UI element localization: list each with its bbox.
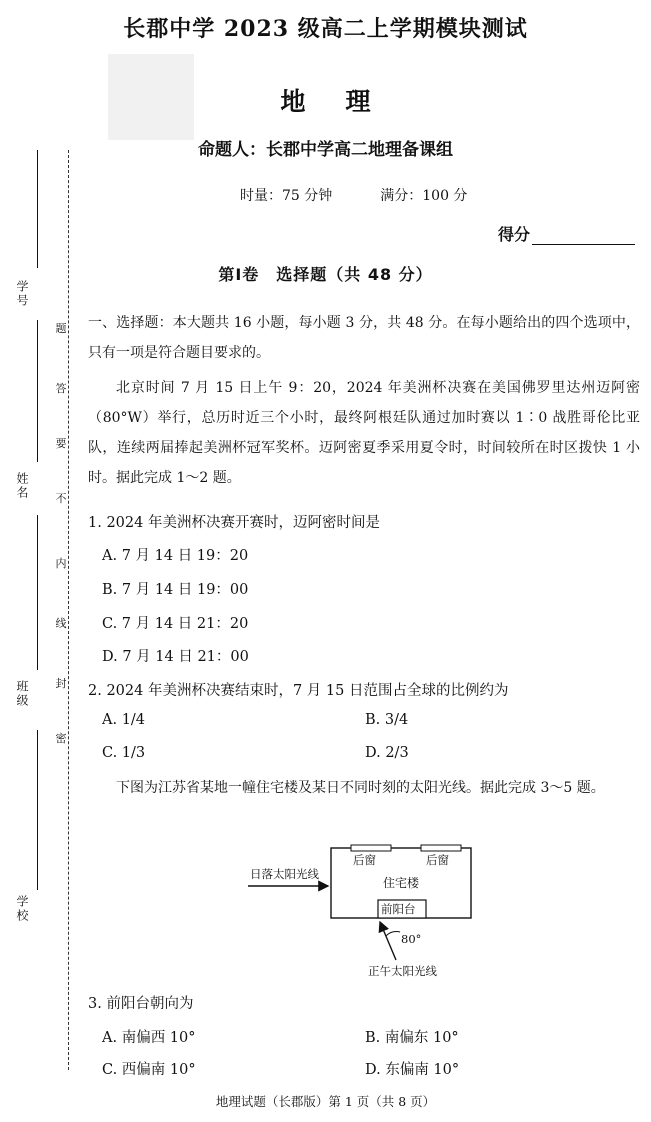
class-label: 班级 <box>15 680 29 708</box>
score-label: 得分 <box>498 225 531 244</box>
score-blank[interactable] <box>532 228 635 245</box>
question-3-option-b[interactable]: B. 南偏东 10° <box>365 1030 459 1046</box>
passage-1: 北京时间 7 月 15 日上午 9：20，2024 年美洲杯决赛在美国佛罗里达州迈阿密（80°W）举行，总历时近三个小时，最终阿根廷队通过加时赛以 1∶0 战胜哥伦比亚队，连续两届捧起美洲杯冠军奖杯。迈阿密夏季采用夏令时，时间较所在时区拨快 1 小时。据此完成 1～2 题。 <box>88 380 640 486</box>
question-1-option-d[interactable]: D. 7 月 14 日 21：00 <box>102 649 249 665</box>
question-2-option-c[interactable]: C. 1/3 <box>102 745 146 761</box>
question-1-stem: 1. 2024 年美洲杯决赛开赛时，迈阿密时间是 <box>88 515 380 531</box>
seal-char: 密 <box>55 732 67 745</box>
seal-char: 不 <box>55 492 67 505</box>
question-1-option-b[interactable]: B. 7 月 14 日 19：00 <box>102 582 249 598</box>
passage-2: 下图为江苏省某地一幢住宅楼及某日不同时刻的太阳光线。据此完成 3～5 题。 <box>116 780 605 796</box>
back-window-left-label: 后窗 <box>353 853 376 867</box>
score-box <box>498 222 635 245</box>
question-2-option-b[interactable]: B. 3/4 <box>365 712 409 728</box>
student-id-label: 学号 <box>15 280 29 308</box>
seal-char: 内 <box>55 557 67 570</box>
instructions: 一、选择题：本大题共 16 小题，每小题 3 分，共 48 分。在每小题给出的四个选项中，只有一项是符合题目要求的。 <box>88 315 640 361</box>
name-line <box>37 320 38 462</box>
building-label: 住宅楼 <box>383 876 420 890</box>
back-window-left-shape <box>351 845 391 851</box>
seal-dashed-line <box>68 150 69 1070</box>
noon-ray-arrow <box>380 922 396 960</box>
seal-char: 要 <box>55 437 67 450</box>
front-balcony-label: 前阳台 <box>381 902 416 916</box>
author-line: 命题人：长郡中学高二地理备课组 <box>198 140 453 160</box>
back-window-right-label: 后窗 <box>426 853 449 867</box>
student-id-line <box>37 150 38 268</box>
question-3-option-a[interactable]: A. 南偏西 10° <box>102 1030 196 1046</box>
full-score: 满分：100 分 <box>380 188 468 204</box>
seal-char: 答 <box>55 382 67 395</box>
question-2-stem: 2. 2024 年美洲杯决赛结束时，7 月 15 日范围占全球的比例约为 <box>88 683 509 699</box>
question-1-option-a[interactable]: A. 7 月 14 日 19：20 <box>102 548 249 564</box>
exam-title: 长郡中学 2023 级高二上学期模块测试 <box>123 16 528 42</box>
sunset-ray-label: 日落太阳光线 <box>250 867 319 881</box>
back-window-right-shape <box>421 845 461 851</box>
page-footer: 地理试题（长郡版）第 1 页（共 8 页） <box>215 1094 436 1109</box>
angle-label: 80° <box>401 932 422 946</box>
question-1-option-c[interactable]: C. 7 月 14 日 21：20 <box>102 616 249 632</box>
question-3-stem: 3. 前阳台朝向为 <box>88 996 194 1012</box>
school-line <box>37 730 38 890</box>
question-2-option-d[interactable]: D. 2/3 <box>365 745 409 761</box>
noon-ray-label: 正午太阳光线 <box>368 964 437 978</box>
exam-time-info <box>240 185 515 205</box>
question-3-option-c[interactable]: C. 西偏南 10° <box>102 1062 196 1078</box>
building-sunlight-diagram <box>246 842 486 982</box>
question-3-option-d[interactable]: D. 东偏南 10° <box>365 1062 460 1078</box>
class-line <box>37 515 38 670</box>
seal-char: 题 <box>55 322 67 335</box>
seal-char: 线 <box>55 617 67 630</box>
angle-arc <box>386 931 400 936</box>
question-2-option-a[interactable]: A. 1/4 <box>102 712 146 728</box>
seal-char: 封 <box>55 677 67 690</box>
section-title: 第Ⅰ卷 选择题（共 48 分） <box>218 265 433 284</box>
subject-title: 地理 <box>280 87 411 116</box>
name-label: 姓名 <box>15 472 29 500</box>
time-limit: 时量：75 分钟 <box>240 188 333 204</box>
school-label: 学校 <box>15 895 29 923</box>
